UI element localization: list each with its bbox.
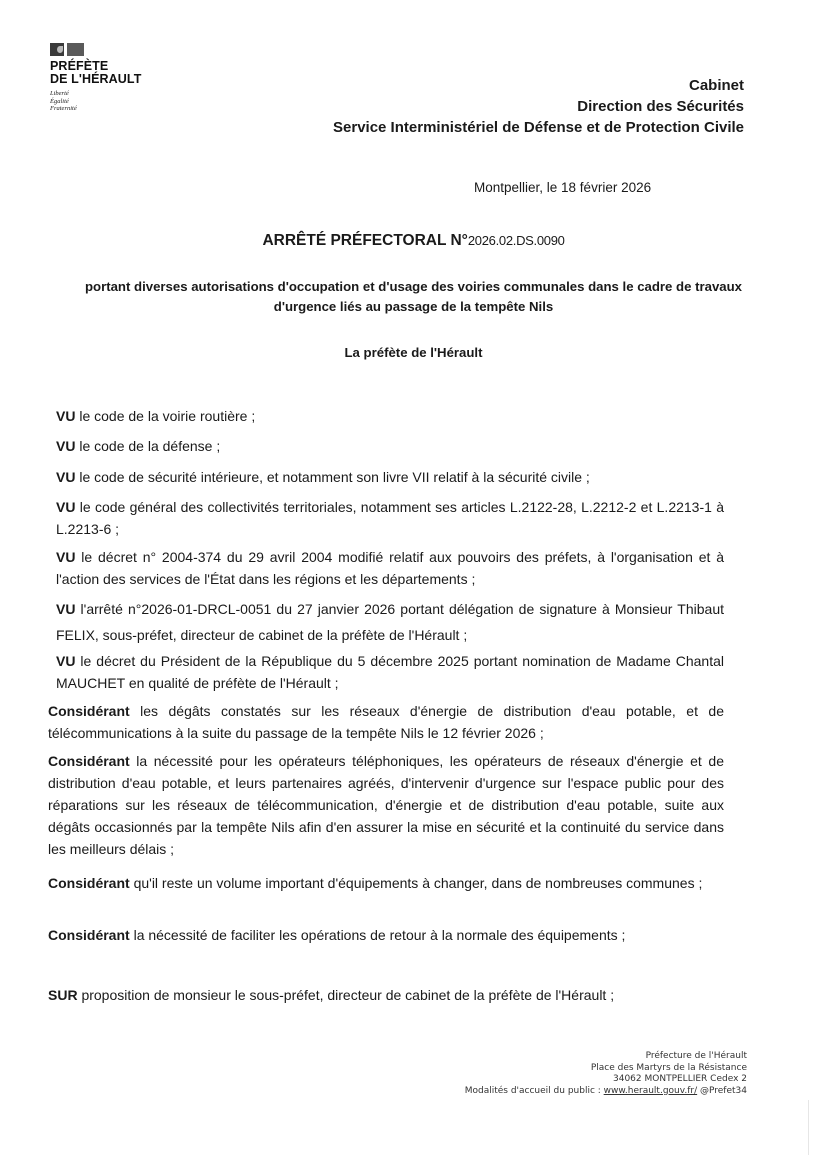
paragraph-lead: Considérant bbox=[48, 875, 130, 891]
scan-edge-line bbox=[808, 1100, 809, 1155]
paragraph-considerant-volume bbox=[48, 872, 724, 894]
paragraph-lead: VU bbox=[56, 469, 76, 485]
footer-website-link[interactable]: www.herault.gouv.fr/ bbox=[603, 1085, 698, 1096]
logo-motto bbox=[50, 90, 170, 113]
paragraph-vu-arrete-delegation bbox=[56, 596, 724, 648]
paragraph-lead: Considérant bbox=[48, 753, 130, 769]
paragraph-considerant-retour-normale bbox=[48, 924, 738, 946]
footer-social-handle: @Prefet34 bbox=[697, 1085, 747, 1096]
place-date: Montpellier, le 18 février 2026 bbox=[474, 180, 652, 195]
logo-name-line1: PRÉFÈTE bbox=[50, 59, 109, 73]
paragraph-vu-securite-interieure bbox=[56, 466, 724, 488]
paragraph-body: l'arrêté n°2026-01-DRCL-0051 du 27 janvier 2026 portant délégation de signature à Monsieur Thibaut FELIX, sous-préfet, directeur de cabinet de la préfète de l'Hérault ; bbox=[56, 601, 724, 643]
service-line-direction: Direction des Sécurités bbox=[577, 98, 744, 115]
paragraph-considerant-necessite-operateurs bbox=[48, 750, 724, 860]
paragraph-considerant-degats bbox=[48, 700, 724, 744]
footer-access-label: Modalités d'accueil du public : bbox=[464, 1085, 604, 1096]
title-number: 2026.02.DS.0090 bbox=[467, 233, 565, 248]
paragraph-body: le code général des collectivités territoriales, notamment ses articles L.2122-28, L.2212-2 et L.2213-1 à L.2213-6 ; bbox=[56, 499, 724, 537]
footer-address bbox=[465, 1051, 747, 1097]
service-line-sidpc: Service Interministériel de Défense et de Protection Civile bbox=[333, 119, 744, 136]
service-header bbox=[333, 75, 744, 138]
authority-line: La préfète de l'Hérault bbox=[344, 345, 483, 360]
paragraph-body: les dégâts constatés sur les réseaux d'énergie de distribution d'eau potable, et de télécommunications à la suite du passage de la tempête Nils le 12 février 2026 ; bbox=[48, 703, 724, 741]
paragraph-body: proposition de monsieur le sous-préfet, directeur de cabinet de la préfète de l'Hérault ; bbox=[77, 987, 615, 1003]
motto-egalite: Égalité bbox=[50, 97, 69, 105]
motto-fraternite: Fraternité bbox=[50, 105, 77, 112]
paragraph-lead: VU bbox=[56, 653, 76, 669]
motto-liberte: Liberté bbox=[50, 90, 69, 97]
prefecture-logo bbox=[50, 43, 170, 113]
paragraph-lead: VU bbox=[56, 408, 76, 424]
document-subtitle: portant diverses autorisations d'occupation et d'usage des voiries communales dans le cadre de travaux d'urgence liés au passage de la tempête Nils bbox=[84, 279, 743, 314]
paragraph-vu-decret-nomination bbox=[56, 650, 724, 694]
paragraph-body: qu'il reste un volume important d'équipements à changer, dans de nombreuses communes ; bbox=[129, 875, 703, 891]
paragraph-body: le code de la voirie routière ; bbox=[75, 408, 256, 424]
paragraph-body: la nécessité pour les opérateurs téléphoniques, les opérateurs de réseaux d'énergie et de distribution d'eau potable, et leurs partenaires agréés, d'intervenir d'urgence sur l'espace public pour des réparations sur les réseaux de télécommunication, d'énergie et de distribution d'eau potable, suite aux dégâts occasionnés par la tempête Nils afin d'en assurer la mise en sécurité et la continuité du service dans les meilleurs délais ; bbox=[48, 753, 724, 857]
paragraph-lead: VU bbox=[56, 549, 76, 565]
paragraph-body: le code de sécurité intérieure, et notamment son livre VII relatif à la sécurité civile ; bbox=[75, 469, 590, 485]
document-title bbox=[0, 232, 827, 250]
paragraph-lead: VU bbox=[56, 499, 76, 515]
footer-city: 34062 MONTPELLIER Cedex 2 bbox=[613, 1074, 747, 1084]
paragraph-lead: VU bbox=[56, 438, 76, 454]
paragraph-vu-defense bbox=[56, 435, 724, 457]
marianne-logo-icon bbox=[50, 43, 170, 57]
paragraph-sur-proposition bbox=[48, 984, 748, 1006]
logo-name-line2: DE L'HÉRAULT bbox=[50, 72, 142, 86]
paragraph-lead: SUR bbox=[48, 987, 78, 1003]
paragraph-body: le code de la défense ; bbox=[75, 438, 221, 454]
paragraph-lead: Considérant bbox=[48, 927, 130, 943]
paragraph-lead: Considérant bbox=[48, 703, 130, 719]
paragraph-lead: VU bbox=[56, 601, 76, 617]
service-line-cabinet: Cabinet bbox=[688, 77, 744, 94]
title-label: ARRÊTÉ PRÉFECTORAL N° bbox=[262, 232, 468, 249]
paragraph-vu-decret-2004 bbox=[56, 546, 724, 590]
footer-contact bbox=[465, 1086, 747, 1098]
paragraph-vu-cgct bbox=[56, 496, 724, 540]
footer-street: Place des Martyrs de la Résistance bbox=[590, 1062, 747, 1073]
paragraph-body: le décret du Président de la République du 5 décembre 2025 portant nomination de Madame Chantal MAUCHET en qualité de préfète de l'Hérault ; bbox=[56, 653, 724, 691]
paragraph-body: le décret n° 2004-374 du 29 avril 2004 modifié relatif aux pouvoirs des préfets, à l'organisation et à l'action des services de l'État dans les régions et les départements ; bbox=[56, 549, 724, 587]
paragraph-body: la nécessité de faciliter les opérations de retour à la normale des équipements ; bbox=[129, 927, 626, 943]
footer-prefecture-name: Préfecture de l'Hérault bbox=[645, 1051, 747, 1061]
paragraph-vu-voirie bbox=[56, 405, 724, 427]
